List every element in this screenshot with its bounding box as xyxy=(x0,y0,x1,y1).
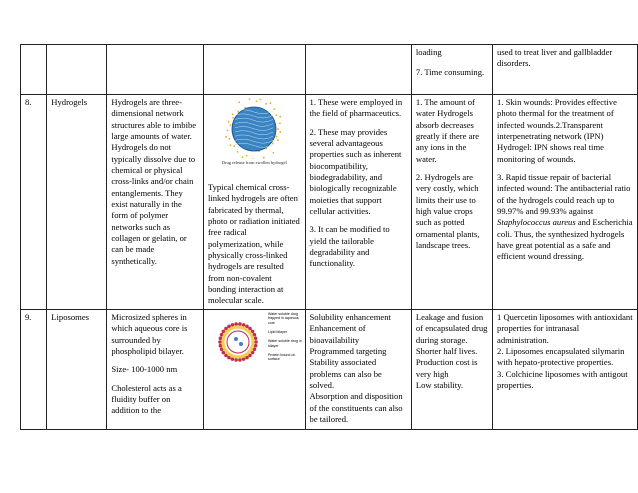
cell-applications xyxy=(493,95,638,310)
advantage-text: Enhancement of bioavailability xyxy=(309,323,366,345)
drug-dot xyxy=(277,139,279,141)
nanocarrier-table xyxy=(20,44,638,430)
drug-dot xyxy=(276,114,278,116)
figure-label: Water soluble drug in bilayer xyxy=(267,339,302,348)
drug-dot xyxy=(280,131,282,133)
drug-molecule xyxy=(239,342,243,346)
drug-dot xyxy=(256,101,258,103)
drug-dot xyxy=(227,130,229,132)
advantage-text: Absorption and disposition of the constituents can also be tailored. xyxy=(309,391,403,425)
phospholipid-head xyxy=(218,340,222,344)
cell-num xyxy=(21,45,47,95)
drug-dot xyxy=(232,113,234,115)
cell-applications xyxy=(493,45,638,95)
application-text xyxy=(497,172,633,263)
hydrogel-figure xyxy=(218,97,290,159)
advantage-text: 1. These were employed in the field of pharmaceutics. xyxy=(309,97,403,119)
phospholipid-head xyxy=(238,322,242,326)
application-text: 2. Liposomes encapsulated silymarin with hepato-protective properties. xyxy=(497,346,625,368)
organism-name: Staphylococcus aureus xyxy=(497,217,576,228)
advantage-text: 2. These may provides several advantageous properties such as inherent biocompatibility, biodegradability, and biologically recognizable moieties that support cellular activities. xyxy=(309,126,402,217)
phospholipid-head xyxy=(254,340,258,344)
row-description xyxy=(107,310,204,430)
drug-molecule xyxy=(234,337,238,341)
application-text: 3. Colchicine liposomes with antigout properties. xyxy=(497,368,628,391)
table-row-hydrogels xyxy=(21,95,638,310)
figure-label: Lipid bilayer xyxy=(267,329,288,334)
drawback-text: 1. The amount of water Hydrogels absorb decreases greatly if there are any ions in the water. xyxy=(415,97,480,164)
drug-dot xyxy=(249,98,251,100)
description-text: Size- 100-1000 nm xyxy=(111,364,178,375)
drug-dot xyxy=(246,155,248,157)
phospholipid-head xyxy=(234,358,238,362)
row-name: Hydrogels xyxy=(47,95,107,310)
cell-advantages xyxy=(305,310,411,430)
drawback-text: loading xyxy=(415,47,442,57)
drug-dot xyxy=(279,122,281,124)
drug-dot xyxy=(237,151,239,153)
application-text-part: and xyxy=(575,217,593,228)
description-text: Cholesterol acts as a fluidity buffer on addition to the xyxy=(111,382,182,416)
description-text: Microsized spheres in which aqueous core is surrounded by phospholipid bilayer. xyxy=(111,312,188,357)
row-description: Hydrogels are three-dimensional network structures able to imbibe large amounts of water. Hydrogels do not typically dissolve due to chemical or physical cross-links and/or chain entanglements. They exist naturally in the form of polymer networks such as collagen or gelatin, or can be made synthetically. xyxy=(107,95,204,310)
figure-label: Water soluble drug trapped in aqueous core xyxy=(267,312,299,325)
phospholipid-head xyxy=(254,344,258,348)
drug-dot xyxy=(234,145,236,147)
drug-dot xyxy=(280,116,282,118)
figure-caption: Drug release from swollen hydrogel xyxy=(221,160,287,165)
cell-figure xyxy=(203,95,305,310)
table-row-liposomes xyxy=(21,310,638,430)
figure-text: Typical chemical cross-linked hydrogels are often fabricated by thermal, photo or radiation initiated free radical polymerization, while physically cross-linked hydrogels are resulted from non-covalent bonding interaction at molecular scale. xyxy=(207,181,300,306)
cell-name xyxy=(47,45,107,95)
drug-dot xyxy=(274,108,276,110)
drug-dot xyxy=(265,103,267,105)
cell-applications xyxy=(493,310,638,430)
advantage-text: Programmed targeting xyxy=(309,346,387,357)
cell-figure xyxy=(203,310,305,430)
phospholipid-head xyxy=(238,358,242,362)
cell-advantages xyxy=(305,95,411,310)
drug-dot xyxy=(272,143,274,145)
application-text-part: Escherichia coli. Thus, the synthesized hydrogels have great potential as a safe and efficient wound dressing. xyxy=(497,217,633,262)
cell-drawbacks xyxy=(411,95,492,310)
phospholipid-head xyxy=(254,337,258,341)
drug-dot xyxy=(225,136,227,138)
drawback-text: 2. Hydrogels are very costly, which limits their use to high value crops such as potted ornamental plants, landscape trees. xyxy=(415,172,480,251)
drawback-text: Leakage and fusion of encapsulated drug during storage. xyxy=(415,312,488,345)
drawback-text: 7. Time consuming. xyxy=(415,67,485,78)
phospholipid-head xyxy=(219,337,223,341)
drug-dot xyxy=(230,124,232,126)
phospholipid-head xyxy=(219,344,223,348)
cell-advantages xyxy=(305,45,411,95)
application-text: used to treat liver and gallbladder disorders. xyxy=(497,47,613,69)
drug-dot xyxy=(263,157,265,159)
drug-dot xyxy=(277,128,279,130)
advantage-text: Solubility enhancement xyxy=(309,312,391,322)
drug-dot xyxy=(242,156,244,158)
drawback-text: Production cost is very high xyxy=(415,357,478,379)
drug-dot xyxy=(270,102,272,104)
drug-dot xyxy=(228,121,230,123)
drug-dot xyxy=(260,99,262,101)
cell-description xyxy=(107,45,204,95)
drawback-text: Low stability. xyxy=(415,380,464,391)
drug-dot xyxy=(252,158,254,159)
drug-dot xyxy=(229,138,231,140)
drug-dot xyxy=(230,144,232,146)
application-text-part: 3. Rapid tissue repair of bacterial infected wound: The antibacterial ratio of the hydrogels could reach up to 99.97% and 99.93% against xyxy=(497,172,631,217)
advantage-text: Stability associated problems can also be solved. xyxy=(309,357,382,391)
row-number: 8. xyxy=(21,95,47,310)
table-row xyxy=(21,45,638,95)
application-text: 1 Quercetin liposomes with antioxidant properties for intranasal administration. xyxy=(497,312,633,345)
row-number: 9. xyxy=(21,310,47,430)
drug-dot xyxy=(276,136,278,138)
cell-drawbacks xyxy=(411,310,492,430)
cell-drawbacks xyxy=(411,45,492,95)
drug-dot xyxy=(232,117,234,119)
liposome-figure xyxy=(208,312,268,372)
row-name: Liposomes xyxy=(47,310,107,430)
phospholipid-head xyxy=(234,322,238,326)
application-text: 1. Skin wounds: Provides effective photo thermal for the treatment of infected wounds.2.Transparent interpenetrating network (IPN) Hydrogel: IPN shows real time monitoring of wounds. xyxy=(497,97,617,164)
drawback-text: Shorter half lives. xyxy=(415,346,478,357)
advantage-text: 3. It can be modified to yield the tailorable degradability and functionality. xyxy=(309,224,390,269)
drug-dot xyxy=(239,101,241,103)
drug-dot xyxy=(273,152,275,154)
cell-figure xyxy=(203,45,305,95)
figure-label: Protein bound on surface xyxy=(267,352,296,362)
